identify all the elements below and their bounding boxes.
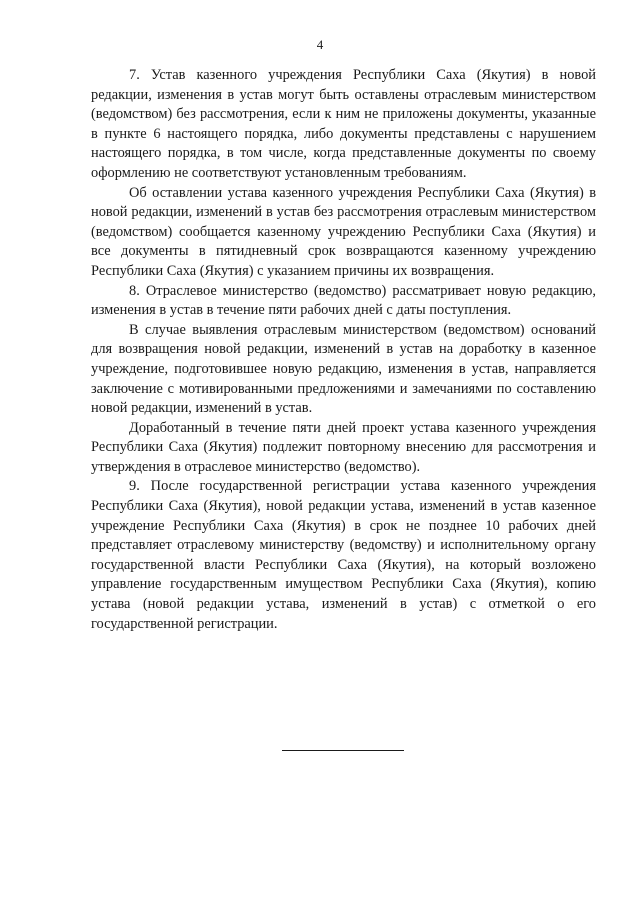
paragraph-resubmission: Доработанный в течение пяти дней проект устава казенного учреждения Республики Саха (Якутия) подлежит повторному внесению для рассмотрения и утверждения в отраслевое министерство (ведомство). [91,419,596,475]
document-body [91,66,596,634]
paragraph-return-for-revision: В случае выявления отраслевым министерством (ведомством) оснований для возвращения новой редакции, изменений в устав на доработку в казенное учреждение, подготовившее новую редакцию, изменения в устав, направляется заключение с мотивированными предложениями и замечаниями по составлению новой редакции, изменений в устав. [91,321,596,417]
paragraph-clause-8: 8. Отраслевое министерство (ведомство) рассматривает новую редакцию, изменения в устав в течение пяти рабочих дней с даты поступления. [91,282,596,319]
page-number: 4 [316,37,324,52]
paragraph-return-without-review: Об оставлении устава казенного учреждения Республики Саха (Якутия) в новой редакции, изменений в устав без рассмотрения отраслевым министерством (ведомством) сообщается казенному учреждению Республики Саха (Якутия) и все документы в пятидневный срок возвращаются казенному учреждению Республики Саха (Якутия) с указанием причины их возвращения. [91,184,596,279]
end-separator-line [282,750,404,751]
paragraph-clause-9: 9. После государственной регистрации устава казенного учреждения Республики Саха (Якутия), новой редакции устава, изменений в устав казенное учреждение Республики Саха (Якутия) в срок не позднее 10 рабочих дней представляет отраслевому министерству (ведомству) и исполнительному органу государственной власти Республики Саха (Якутия), на который возложено управление государственным имуществом Республики Саха (Якутия), копию устава (новой редакции устава, изменений в устав) с отметкой о его государственной регистрации. [91,478,596,632]
paragraph-clause-7: 7. Устав казенного учреждения Республики Саха (Якутия) в новой редакции, изменения в устав могут быть оставлены отраслевым министерством (ведомством) без рассмотрения, если к ним не приложены документы, указанные в пункте 6 настоящего порядка, либо документы представлены с нарушением настоящего порядка, в том числе, когда представленные документы по своему оформлению не соответствуют установленным требованиям. [91,67,596,181]
